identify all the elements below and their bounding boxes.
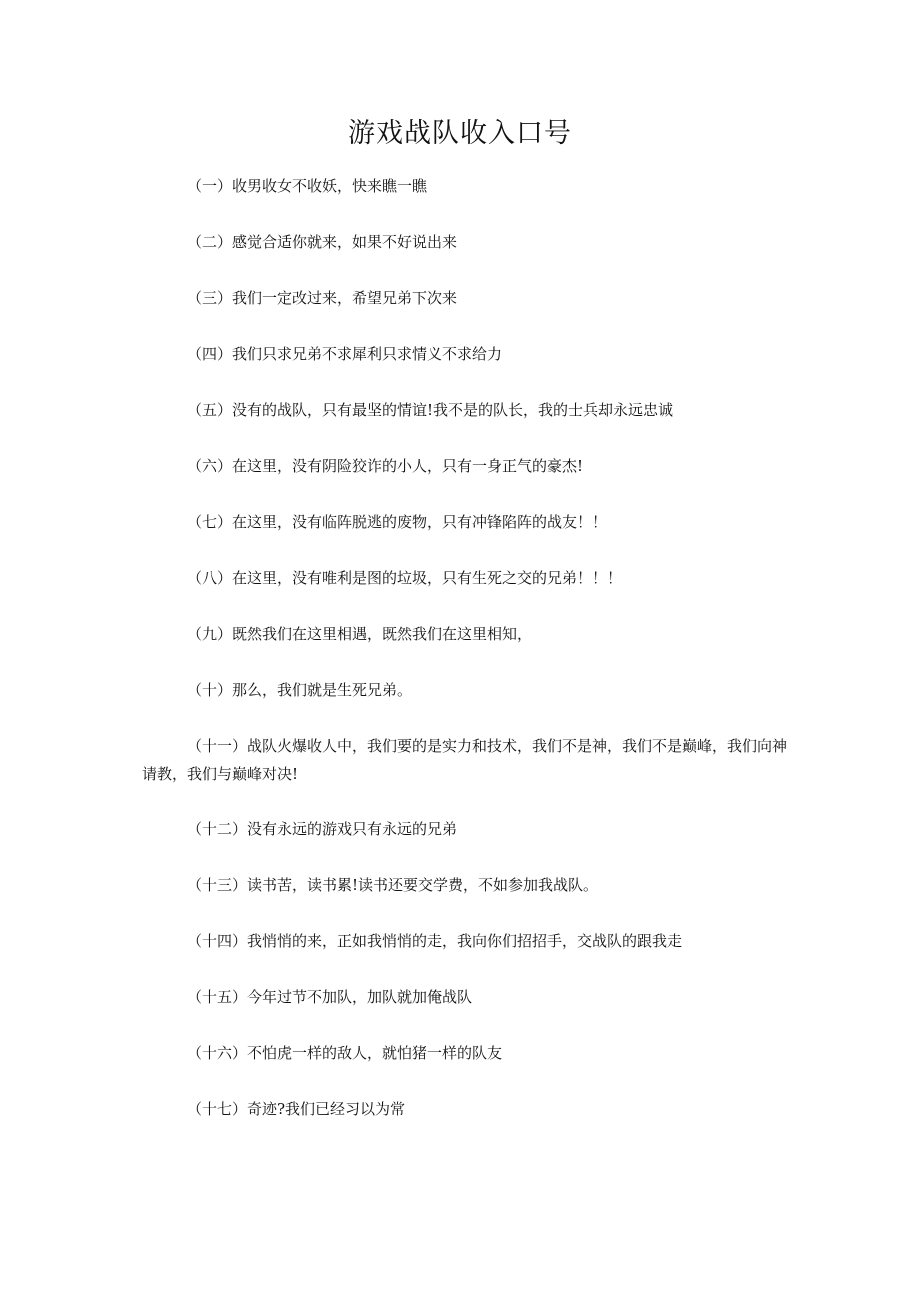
slogan-item: （五）没有的战队，只有最坚的情谊!我不是的队长，我的士兵却永远忠诚 bbox=[187, 401, 674, 419]
slogan-item: （十三）读书苦，读书累!读书还要交学费，不如参加我战队。 bbox=[187, 876, 599, 894]
slogan-item: （九）既然我们在这里相遇，既然我们在这里相知， bbox=[187, 625, 533, 643]
slogan-item: （八）在这里，没有唯利是图的垃圾，只有生死之交的兄弟！！！ bbox=[187, 569, 623, 587]
slogan-item: （十七）奇迹?我们已经习以为常 bbox=[187, 1100, 406, 1118]
slogan-item: （十五）今年过节不加队，加队就加俺战队 bbox=[187, 988, 473, 1006]
slogan-item: （七）在这里，没有临阵脱逃的废物，只有冲锋陷阵的战友！！ bbox=[187, 513, 608, 531]
slogan-item: （十四）我悄悄的来，正如我悄悄的走，我向你们招招手，交战队的跟我走 bbox=[187, 932, 683, 950]
document-title: 游戏战队收入口号 bbox=[348, 118, 572, 149]
slogan-item: （十）那么，我们就是生死兄弟。 bbox=[187, 681, 413, 699]
slogan-item: （十六）不怕虎一样的敌人，就怕猪一样的队友 bbox=[187, 1044, 503, 1062]
slogan-item: （二）感觉合适你就来，如果不好说出来 bbox=[187, 233, 458, 251]
slogan-item: （一）收男收女不收妖，快来瞧一瞧 bbox=[187, 177, 428, 195]
slogan-item: （四）我们只求兄弟不求犀利只求情义不求给力 bbox=[187, 345, 503, 363]
slogan-item: （三）我们一定改过来，希望兄弟下次来 bbox=[187, 289, 458, 307]
slogan-list bbox=[142, 172, 790, 1151]
slogan-item: （十二）没有永远的游戏只有永远的兄弟 bbox=[187, 820, 458, 838]
slogan-item: （六）在这里，没有阴险狡诈的小人，只有一身正气的豪杰! bbox=[187, 457, 584, 475]
slogan-item: （十一）战队火爆收人中，我们要的是实力和技术，我们不是神，我们不是巅峰，我们向神请教，我们与巅峰对决! bbox=[142, 737, 788, 783]
